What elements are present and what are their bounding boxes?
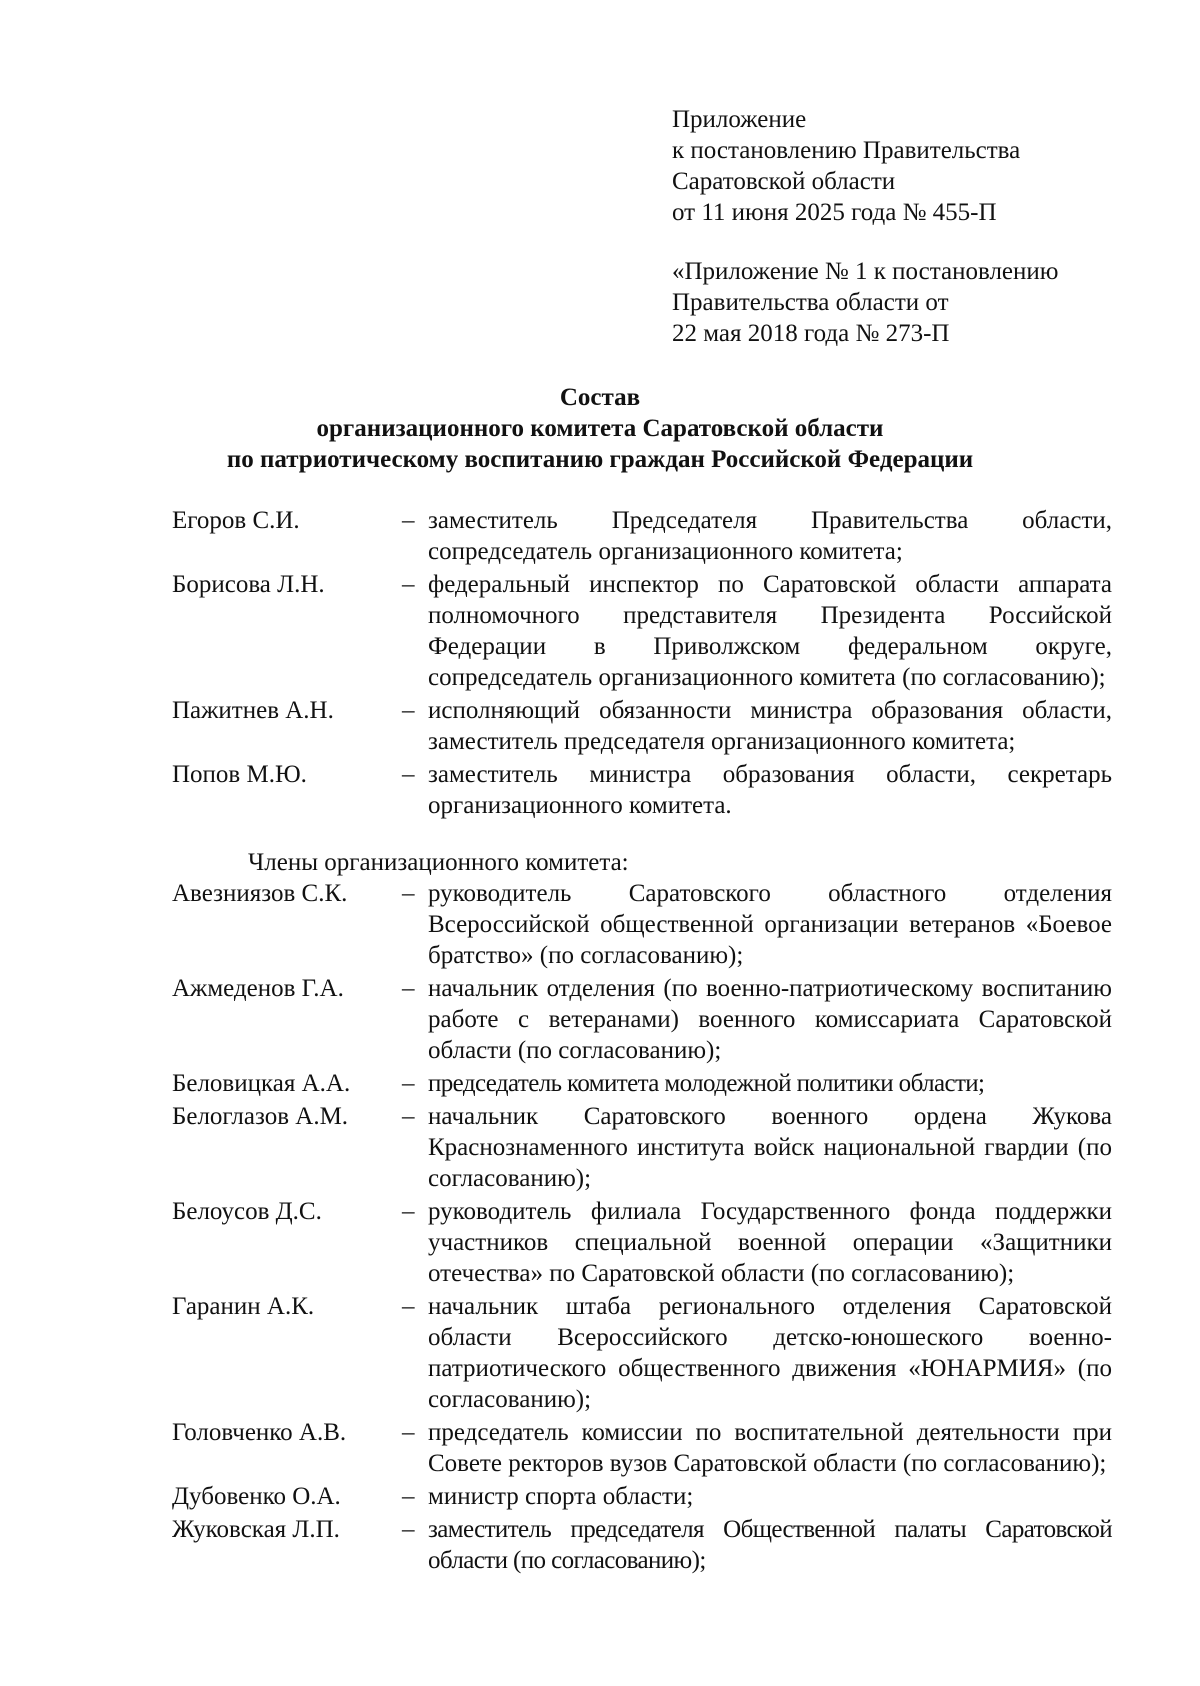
members-list bbox=[172, 878, 1112, 1578]
person-role: заместитель министра образования области, секретарь организационного комитета. bbox=[428, 761, 1112, 819]
appendix-header bbox=[672, 104, 1142, 349]
person-role: председатель комитета молодежной политики области; bbox=[428, 1070, 985, 1097]
person-role: начальник Саратовского военного ордена Жукова Краснознаменного института войск национальной гвардии (по согласованию); bbox=[428, 1103, 1112, 1192]
original-appendix-line: 22 мая 2018 года № 273-П bbox=[672, 320, 950, 347]
dash: – bbox=[402, 1198, 415, 1225]
dash: – bbox=[402, 975, 415, 1002]
dash: – bbox=[402, 761, 415, 788]
person-name: Белоглазов А.М. bbox=[172, 1103, 349, 1130]
dash: – bbox=[402, 1419, 415, 1446]
dash: – bbox=[402, 1103, 415, 1130]
list-item bbox=[172, 1068, 1112, 1099]
dash: – bbox=[402, 1293, 415, 1320]
dash: – bbox=[402, 697, 415, 724]
list-item bbox=[172, 1196, 1112, 1289]
dash: – bbox=[402, 1070, 415, 1097]
title-line: по патриотическому воспитанию граждан Российской Федерации bbox=[226, 446, 974, 473]
original-appendix-line: Правительства области от bbox=[672, 289, 949, 316]
title-line: Состав bbox=[559, 384, 641, 411]
dash: – bbox=[402, 1483, 415, 1510]
person-name: Гаранин А.К. bbox=[172, 1293, 315, 1320]
title-line: организационного комитета Саратовской области bbox=[316, 415, 884, 442]
person-role: начальник отделения (по военно-патриотическому воспитанию работе с ветеранами) военного комиссариата Саратовской области (по согласованию); bbox=[428, 975, 1112, 1064]
original-appendix-line: «Приложение № 1 к постановлению bbox=[672, 258, 1059, 285]
person-name: Авезниязов С.К. bbox=[172, 880, 348, 907]
person-role: начальник штаба регионального отделения Саратовской области Всероссийского детско-юношеского военно-патриотического общественного движения «ЮНАРМИЯ» (по согласованию); bbox=[428, 1293, 1112, 1413]
person-name: Жуковская Л.П. bbox=[172, 1516, 340, 1543]
list-item bbox=[172, 878, 1112, 971]
person-name: Дубовенко О.А. bbox=[172, 1483, 341, 1510]
person-role: руководитель Саратовского областного отделения Всероссийской общественной организации ветеранов «Боевое братство» (по согласованию); bbox=[428, 880, 1112, 969]
list-item bbox=[172, 759, 1112, 821]
person-role: исполняющий обязанности министра образования области, заместитель председателя организационного комитета; bbox=[428, 697, 1112, 755]
person-name: Борисова Л.Н. bbox=[172, 571, 325, 598]
person-role: министр спорта области; bbox=[428, 1483, 694, 1510]
person-name: Белоусов Д.С. bbox=[172, 1198, 322, 1225]
person-name: Егоров С.И. bbox=[172, 507, 300, 534]
list-item bbox=[172, 1481, 1112, 1512]
document-title bbox=[160, 382, 1040, 475]
person-name: Пажитнев А.Н. bbox=[172, 697, 334, 724]
person-name: Беловицкая А.А. bbox=[172, 1070, 351, 1097]
list-item bbox=[172, 569, 1112, 693]
person-role: руководитель филиала Государственного фонда поддержки участников специальной военной операции «Защитники отечества» по Саратовской области (по согласованию); bbox=[428, 1198, 1112, 1287]
list-item bbox=[172, 1291, 1112, 1415]
appendix-line: Приложение bbox=[672, 106, 807, 133]
list-item bbox=[172, 505, 1112, 567]
list-item bbox=[172, 1514, 1112, 1576]
list-item bbox=[172, 1101, 1112, 1194]
list-item bbox=[172, 695, 1112, 757]
dash: – bbox=[402, 1516, 415, 1543]
appendix-line: к постановлению Правительства bbox=[672, 137, 1021, 164]
dash: – bbox=[402, 507, 415, 534]
dash: – bbox=[402, 571, 415, 598]
person-name: Головченко А.В. bbox=[172, 1419, 347, 1446]
leadership-list bbox=[172, 505, 1112, 823]
person-name: Попов М.Ю. bbox=[172, 761, 307, 788]
person-role: заместитель Председателя Правительства области, сопредседатель организационного комитета; bbox=[428, 507, 1112, 565]
appendix-line: Саратовской области bbox=[672, 168, 896, 195]
appendix-line: от 11 июня 2025 года № 455-П bbox=[672, 199, 997, 226]
members-heading: Члены организационного комитета: bbox=[248, 849, 629, 876]
person-name: Ажмеденов Г.А. bbox=[172, 975, 344, 1002]
dash: – bbox=[402, 880, 415, 907]
list-item bbox=[172, 1417, 1112, 1479]
person-role: заместитель председателя Общественной палаты Саратовской области (по согласованию); bbox=[428, 1516, 1112, 1574]
person-role: федеральный инспектор по Саратовской области аппарата полномочного представителя Президента Российской Федерации в Приволжском федеральном округе, сопредседатель организационного комитета (по согласованию); bbox=[428, 571, 1112, 691]
person-role: председатель комиссии по воспитательной деятельности при Совете ректоров вузов Саратовской области (по согласованию); bbox=[428, 1419, 1112, 1477]
list-item bbox=[172, 973, 1112, 1066]
